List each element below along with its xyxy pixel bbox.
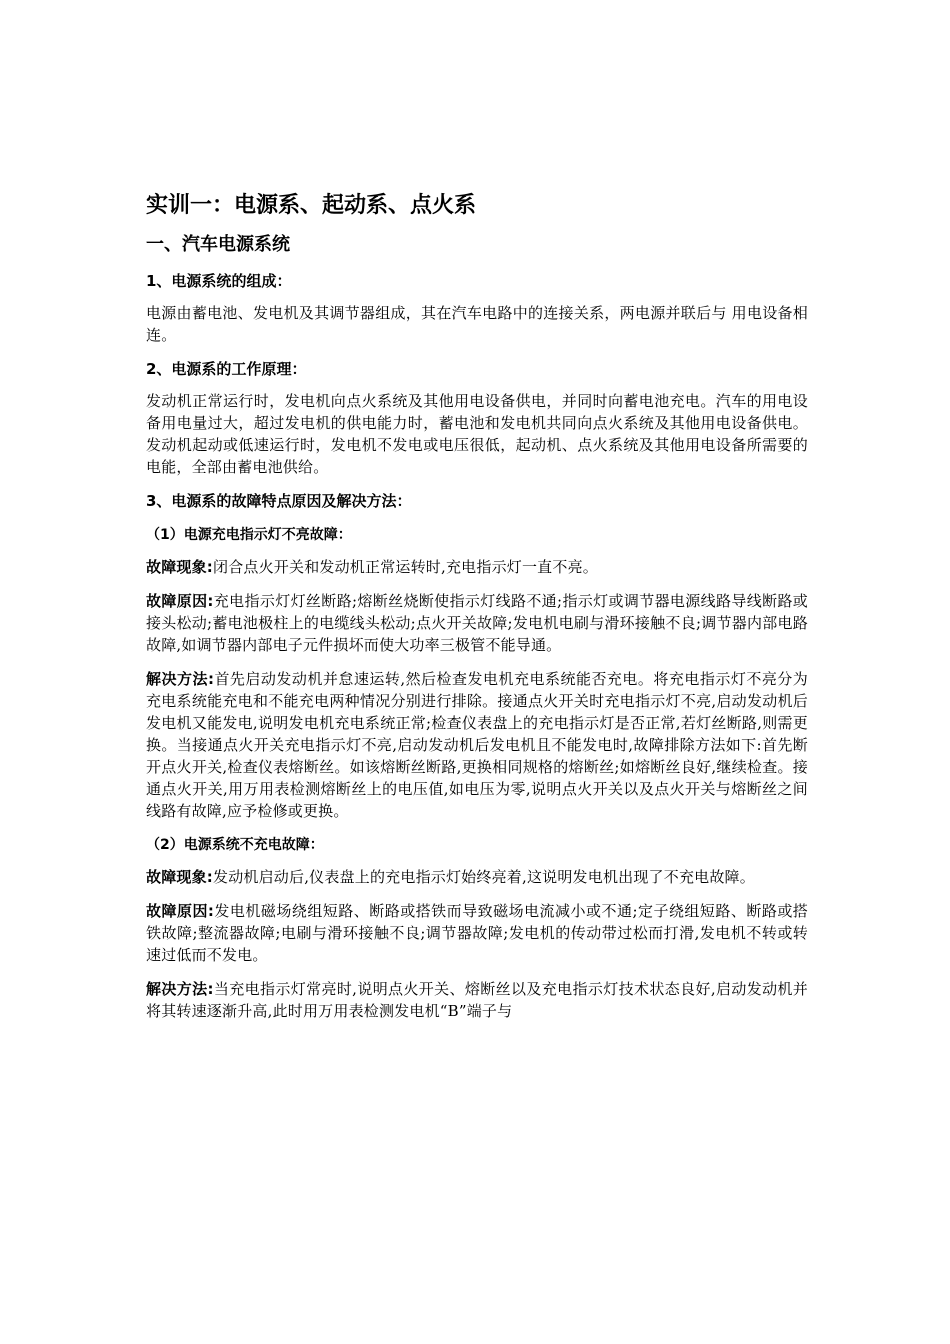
fault2-cause bbox=[146, 900, 808, 966]
solution-label: 解决方法: bbox=[146, 670, 215, 688]
symptom-label: 故障现象: bbox=[146, 558, 213, 576]
document-title: 实训一：电源系、起动系、点火系 bbox=[146, 193, 477, 218]
solution-text: 当充电指示灯常亮时,说明点火开关、熔断丝以及充电指示灯技术状态良好,启动发动机并将其转速逐渐升高,此时用万用表检测发电机“B”端子与 bbox=[146, 980, 809, 1020]
fault2-solution bbox=[146, 978, 808, 1022]
section-heading-power-system: 一、汽车电源系统 bbox=[146, 234, 290, 255]
symptom-label: 故障现象: bbox=[146, 868, 213, 886]
solution-label: 解决方法: bbox=[146, 980, 214, 998]
solution-text: 首先启动发动机并怠速运转,然后检查发电机充电系统能否充电。将充电指示灯不亮分为充电系统能充电和不能充电两种情况分别进行排除。接通点火开关时充电指示灯不亮,启动发动机后发电机又能发电,说明发电机充电系统正常;检查仪表盘上的充电指示灯是否正常,若灯丝断路,则需更换。当接通点火开关充电指示灯不亮,启动发动机后发电机且不能发电时,故障排除方法如下:首先断开点火开关,检查仪表熔断丝。如该熔断丝断路,更换相同规格的熔断丝;如熔断丝良好,继续检查。接通点火开关,用万用表检测熔断丝上的电压值,如电压为零,说明点火开关以及点火开关与熔断丝之间线路有故障,应予检修或更换。 bbox=[146, 670, 808, 820]
subheading-working-principle: 2、电源系的工作原理： bbox=[146, 360, 307, 378]
cause-text: 发电机磁场绕组短路、断路或搭铁而导致磁场电流减小或不通;定子绕组短路、断路或搭铁故障;整流器故障;电刷与滑环接触不良;调节器故障;发电机的传动带过松而打滑,发电机不转或转速过低而不发电。 bbox=[146, 902, 809, 964]
cause-label: 故障原因: bbox=[146, 592, 214, 610]
fault1-cause bbox=[146, 590, 808, 656]
fault1-solution bbox=[146, 668, 808, 822]
paragraph-working-principle: 发动机正常运行时，发电机向点火系统及其他用电设备供电，并同时向蓄电池充电。汽车的用电设备用电量过大，超过发电机的供电能力时，蓄电池和发电机共同向点火系统及其他用电设备供电。发动机起动或低速运行时，发电机不发电或电压很低，起动机、点火系统及其他用电设备所需要的电能，全部由蓄电池供给。 bbox=[146, 392, 808, 476]
symptom-text: 闭合点火开关和发动机正常运转时,充电指示灯一直不亮。 bbox=[213, 558, 598, 576]
cause-label: 故障原因: bbox=[146, 902, 215, 920]
subheading-faults: 3、电源系的故障特点原因及解决方法： bbox=[146, 492, 412, 510]
document-content bbox=[146, 190, 808, 1034]
fault-heading-no-charge: （2）电源系统不充电故障： bbox=[146, 837, 324, 853]
fault1-symptom bbox=[146, 556, 808, 578]
fault-heading-indicator-off: （1）电源充电指示灯不亮故障： bbox=[146, 527, 352, 543]
symptom-text: 发动机启动后,仪表盘上的充电指示灯始终亮着,这说明发电机出现了不充电故障。 bbox=[213, 868, 755, 886]
cause-text: 充电指示灯灯丝断路;熔断丝烧断使指示灯线路不通;指示灯或调节器电源线路导线断路或接头松动;蓄电池极柱上的电缆线头松动;点火开关故障;发电机电刷与滑环接触不良;调节器内部电路故障,如调节器内部电子元件损坏而使大功率三极管不能导通。 bbox=[146, 592, 808, 654]
paragraph-composition: 电源由蓄电池、发电机及其调节器组成，其在汽车电路中的连接关系，两电源并联后与 用电设备相连。 bbox=[146, 304, 808, 344]
subheading-composition: 1、电源系统的组成： bbox=[146, 272, 292, 290]
fault2-symptom bbox=[146, 866, 808, 888]
